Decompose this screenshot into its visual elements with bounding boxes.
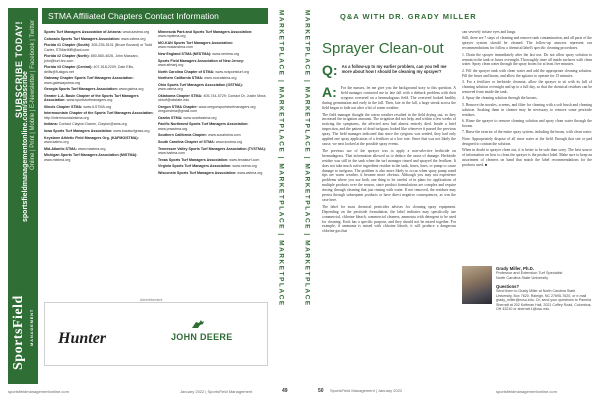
chapter-contact[interactable]: www.ozarksstma.org	[183, 115, 217, 120]
chapters-column-1	[44, 30, 154, 164]
article-paragraph: The field manager thought the warm weather resulted in the field drying out, so they increased the irrigation amounts. The irrigation did not help, and within a few weeks of noticing the symptoms, the affected area had almost entirely died. Inside a brief inspection, and the pattern of dead turfgrass looked like wherever it passed the previous spray. The field manager indicated that since the ryegrass was seeded, they had only applied one spray application of a fertilizer at a low rate. Since that was not likely the cause, we next looked at the possible spray events.	[322, 112, 456, 146]
chapter-contact[interactable]: www.pnwstma.org	[158, 126, 188, 131]
chapter-contact[interactable]: www.nestma.org	[212, 52, 239, 56]
chapter-name: Greater L.A. Basin Chapter of the Sports Turf Managers Association:	[44, 93, 139, 103]
subscribe-url[interactable]: sportsfieldmanagementonline.com/subscribe	[22, 71, 29, 222]
article-paragraph: 4. Spray the cleaning solution through the booms.	[462, 96, 538, 101]
chapter-contact[interactable]: 850-580-4026, John Mascaro, john@turf-tec.com	[44, 54, 139, 63]
chapter-entry	[158, 70, 268, 74]
questions-text: Send them to Grady Miller at North Carolina State University, Box 7620, Raleigh, NC 27695-7620, or e-mail grady_miller@ncsu.edu. Or, send your questions to Pamela Sherratt at 202 Kottman Hall, 2021 Coffey Road, Columbus, OH 43210 or sherratt.1@osu.edu.	[496, 289, 592, 311]
author-photo	[462, 266, 492, 304]
chapter-name: Ohio Sports Turf Managers Association (OSTMA):	[158, 82, 243, 87]
chapter-entry	[44, 111, 154, 120]
chapter-contact[interactable]: www.gstma.org	[118, 87, 144, 92]
chapter-entry	[44, 87, 154, 91]
chapter-name: Georgia Sports Turf Managers Association:	[44, 87, 119, 92]
chapter-contact[interactable]: www.ILSTMA.org	[83, 104, 112, 109]
chapter-name: Sports Turf Managers Association of Arizona:	[44, 30, 123, 34]
chapter-name: Oklahoma Chapter STMA:	[158, 93, 204, 98]
chapter-entry	[44, 30, 154, 34]
chapter-name: Keystone Athletic Field Managers Org. (KAFMO/STMA):	[44, 135, 139, 140]
article-paragraph: 7. Rinse the exterior of the entire spray system, including the boom, with clean water.	[462, 130, 592, 135]
author-info	[496, 266, 592, 312]
marketplace-strip-right	[302, 10, 312, 382]
question-block	[322, 64, 456, 77]
chapter-name: Intermountain Chapter of the Sports Turf Managers Association:	[44, 111, 154, 116]
footer-url-right[interactable]: sportsfieldmanagementonline.com	[496, 389, 557, 394]
chapter-entry	[158, 158, 268, 162]
chapter-contact[interactable]: www.norcalstma.org	[204, 76, 237, 81]
marketplace-label: MARKETPLACE | MARKETPLACE | MARKETPLACE | MARKETPLACE	[277, 10, 285, 307]
chapter-entry	[158, 164, 268, 168]
chapter-name: MO-KAN Sports Turf Managers Association:	[158, 41, 234, 45]
chapter-name: Sports Field Managers Association of New Jersey:	[158, 58, 245, 63]
chapter-contact[interactable]: www.iowaturfgrass.org	[113, 128, 150, 133]
marketplace-label: MARKETPLACE | MARKETPLACE | MARKETPLACE | MARKETPLACE	[303, 10, 311, 307]
subscribe-title: SUBSCRIBE TODAY!	[14, 20, 24, 118]
chapter-contact[interactable]: www.kafmo.org	[44, 139, 69, 144]
article-paragraph: The label for most chemical pesticides advises for cleaning spray equipment. Depending on the pesticide formulation, the label indicates may specifically use commercial, chlorine bleach, commercial cleaners, ammonia with detergent to be used for cleaning. Each has a specific purpose, and they should not be mixed together. For example, if ammonia is mixed with chlorine bleach, it will produce a dangerous chlorine gas that	[322, 204, 456, 234]
author-org: North Carolina State University	[496, 276, 549, 281]
chapter-contact[interactable]: www.texasturf.com	[229, 157, 260, 162]
chapters-column-2	[158, 30, 268, 177]
page-number-left: 49	[282, 388, 288, 394]
question-letter: Q:	[322, 62, 338, 78]
chapter-entry	[158, 83, 268, 92]
chapter-contact[interactable]: http://intermountainstma.org	[44, 115, 89, 120]
chapter-entry	[44, 76, 154, 85]
chapter-contact[interactable]: www.azstma.org	[122, 30, 150, 34]
article-paragraph: 2. Fill the sprayer tank with clean water and add the appropriate cleaning solution. Fill the hoses and boom, and allow the agitator to operate for 15 minutes.	[462, 68, 592, 78]
chapter-name: Ozarks STMA:	[158, 115, 184, 120]
question-text: As a follow-up to my earlier problem, can you tell me more about how I should be cleaning my sprayer?	[341, 64, 447, 74]
chapter-contact[interactable]: www.scstma.org	[215, 139, 243, 144]
chapter-entry	[158, 105, 268, 114]
article-paragraph: 1. Drain the sprayer immediately after the last use. Do not allow spray solution to remain in the tank or hoses overnight. Thoroughly rinse all inside surfaces with clean water. Spray clean water through the spray boom for at least five minutes.	[462, 52, 592, 67]
chapter-entry	[158, 171, 268, 175]
chapter-entry	[158, 52, 268, 56]
article-paragraph: 6. Rinse the sprayer to remove cleaning solution and spray clean water through the booms.	[462, 119, 592, 128]
chapter-name: Gateway Chapter Sports Turf Managers Association:	[44, 76, 134, 81]
chapter-name: Florida #2 Chapter (North):	[44, 54, 91, 59]
chapter-name: Tennessee Valley Sports Turf Managers Association (TVSTMA):	[158, 146, 266, 151]
sportsfield-logo: SportsField	[11, 295, 26, 370]
chapter-contact[interactable]: 407-518-2209, Dale Ellis, dellis@fl.akgov.net	[44, 65, 134, 74]
hunter-logo: Hunter	[58, 330, 107, 347]
chapter-contact[interactable]: www.gatewaystma.org	[44, 80, 80, 85]
chapter-entry	[44, 54, 154, 63]
chapter-entry	[44, 153, 154, 162]
chapter-name: Pacific Northwest Sports Turf Managers Association:	[158, 122, 249, 127]
chapter-contact[interactable]: www.socalstma.com	[208, 133, 241, 138]
chapter-contact[interactable]: Contact Clayton Damm, Clayton@ams.org	[58, 122, 127, 127]
article-column-2	[462, 30, 592, 169]
chapter-name: Minnesota Park and Sports Turf Managers Association:	[158, 30, 253, 34]
article-paragraph: The previous use of the sprayer was to apply a non-selective herbicide on bermudagrass. That information allowed us to deduce the cause of damage. Herbicide residue was still in the tank when the turf manager rinsed and sprayed the fertilizer. It does not take much active ingredient residue in the tank, hoses, lines, or pump to cause damage to turfgrass. The problem is also more likely to occur when spray pump wand tips are warm weather, it became more obvious. Although you may not experience problems where you use both, one thing to be careful of in plans for applications of multiple products over the season, since product formulations are complex and require rinsing through cleaning that just rinsing with water. If not removed, the residues may persist through subsequent products or have direct negative consequences, as was the case here.	[322, 148, 456, 202]
chapter-entry	[158, 30, 268, 39]
article-paragraph: Still, there are 7 steps of cleaning and remove tank contamination, and all parts of the sprayer system should be cleaned. The follow-up answers represent our recommendations for follow a chemical label's specific cleaning procedures.	[462, 36, 592, 51]
chapter-entry	[44, 65, 154, 74]
chapter-name: Indiana:	[44, 122, 59, 127]
chapter-contact[interactable]: www.cstma.org	[121, 36, 146, 41]
chapter-name: North Carolina Chapter of STMA:	[158, 69, 216, 74]
chapter-entry	[158, 41, 268, 50]
chapter-entry	[158, 140, 268, 144]
chapter-name: Illinois Chapter STMA:	[44, 104, 84, 109]
chapter-name: Northern California STMA:	[158, 76, 205, 81]
article-paragraph: For the masses, let me give you the background story to this question. A field manager contacted me in late fall with a dieback problem with their ryegrass overseed on a bermudagrass field. The overseed looked healthy during germination and early in the fall. Then, late in the fall, a large streak across the field began to fade out after a bit of warm weather.	[322, 86, 456, 110]
chapter-contact[interactable]: www.oregonsportsturfmanagers.org oregonstma@gmail.com	[158, 104, 256, 114]
article-paragraph: When in doubt to sprayer clean out, it is better to be safe than sorry. The best source of information on how to clean the sprayer is the product label. Make sure to keep an assortment of cleaners on hand that match the label recommendations for the products used. ■	[462, 148, 592, 167]
chapter-name: Florida #1 Chapter (South):	[44, 43, 92, 48]
marketplace-strip-left	[276, 10, 286, 382]
chapter-contact[interactable]: www.wstma.org	[237, 170, 263, 175]
chapter-entry	[158, 122, 268, 131]
chapter-entry	[44, 136, 154, 145]
chapter-entry	[44, 94, 154, 103]
chapter-name: Iowa Sports Turf Managers Association:	[44, 128, 114, 133]
questions-heading: Questions?	[496, 284, 520, 289]
ad-label: Advertisement	[140, 298, 163, 302]
chapter-entry	[158, 94, 268, 103]
chapter-name: Southern California Chapter:	[158, 133, 209, 138]
chapter-contact[interactable]: 405-744-5729; Contact Dr. Justin Moss okturf@okstate.edu	[158, 93, 266, 103]
chapter-entry	[44, 122, 154, 126]
chapter-entry	[158, 147, 268, 156]
chapter-contact[interactable]: www.mastma.org	[77, 146, 106, 151]
author-title: Professor and Extension Turf Specialist	[496, 271, 563, 276]
chapter-contact[interactable]: www.tvstma.com	[158, 150, 185, 155]
chapter-entry	[44, 147, 154, 151]
chapter-name: New England STMA (NESTMA):	[158, 52, 213, 56]
footer-url-left[interactable]: sportsfieldmanagementonline.com	[8, 389, 69, 394]
chapter-contact[interactable]: www.sportsturfmanagers.org	[66, 98, 113, 103]
answer-letter: A:	[322, 84, 337, 100]
author-name: Grady Miller, Ph.D.	[496, 266, 534, 271]
john-deere-logo: JOHN DEERE	[171, 332, 233, 342]
article-paragraph: 5. Remove the nozzles, screens, and filter for cleaning with a soft brush and cleaning solution. Soaking them in cleaner may be necessary to remove some pesticide residues.	[462, 102, 592, 117]
directory-header: STMA Affiliated Chapters Contact Information	[42, 8, 268, 24]
chapter-entry	[44, 37, 154, 41]
article-paragraph: can severely irritate eyes and lungs.	[462, 30, 517, 34]
chapter-name: Michigan Sports Turf Managers Association (MiSTMA):	[44, 153, 138, 158]
chapter-entry	[44, 129, 154, 133]
chapter-entry	[44, 105, 154, 109]
article-column-1	[322, 86, 456, 236]
chapter-contact[interactable]: www.vstma.org	[232, 164, 257, 169]
chapter-entry	[158, 59, 268, 68]
chapter-entry	[158, 133, 268, 137]
section-header: Q&A WITH DR. GRADY MILLER	[340, 12, 477, 21]
chapter-name: Oregon STMA Chapter:	[158, 104, 199, 109]
article-paragraph: 3. For a fertilizer or herbicide cleanout, allow the sprayer to sit with its full of cleaning solution overnight and up to a full day, so that the chemical residues can be removed from inside the tank.	[462, 80, 592, 94]
chapter-contact[interactable]: www.mistma.org	[44, 157, 71, 162]
chapter-name: Florida #3 Chapter (Central):	[44, 65, 94, 70]
chapter-contact[interactable]: www.ncsportsturf.org	[215, 69, 249, 74]
chapter-contact[interactable]: www.mokanstma.com	[158, 45, 193, 50]
chapter-entry	[44, 43, 154, 52]
chapter-name: Wisconsin Sports Turf Managers Association:	[158, 170, 238, 175]
chapter-name: South Carolina Chapter of STMA:	[158, 139, 216, 144]
chapter-name: Colorado Sports Turf Managers Association:	[44, 36, 122, 41]
deer-icon	[190, 318, 206, 330]
chapter-name: Virginia Sports Turf Managers Association:	[158, 164, 233, 169]
footer-issue-left: January 2022 | SportsField Management	[180, 389, 253, 394]
chapter-contact[interactable]: 305-235-5101 (Bruce Bonard) or Todd Carter, STMartMB@aol.com	[44, 43, 152, 52]
chapter-entry	[158, 116, 268, 120]
chapter-name: Texas Sports Turf Managers Association:	[158, 157, 230, 162]
article-paragraph: Note: Appropriately dispose of all rinse water at the field. Enough that site or pad designed to contain the solution.	[462, 136, 592, 146]
chapter-contact[interactable]: www.sfmanj.org	[158, 63, 184, 67]
page-number-right: 50	[318, 388, 324, 394]
chapter-entry	[158, 76, 268, 80]
chapter-name: Mid-Atlantic STMA:	[44, 146, 78, 151]
sportsfield-logo-tagline: MANAGEMENT	[29, 308, 34, 346]
footer-issue-right: SportsField Management | January 2022	[330, 388, 403, 393]
chapter-contact[interactable]: www.ostma.org	[158, 87, 183, 92]
chapter-contact[interactable]: www.mpstma.org	[158, 34, 186, 39]
subscribe-formats: Online | Print | Mobile | E-Newsletter | Facebook | Twitter	[30, 19, 36, 170]
article-title: Sprayer Clean-out	[322, 40, 444, 57]
